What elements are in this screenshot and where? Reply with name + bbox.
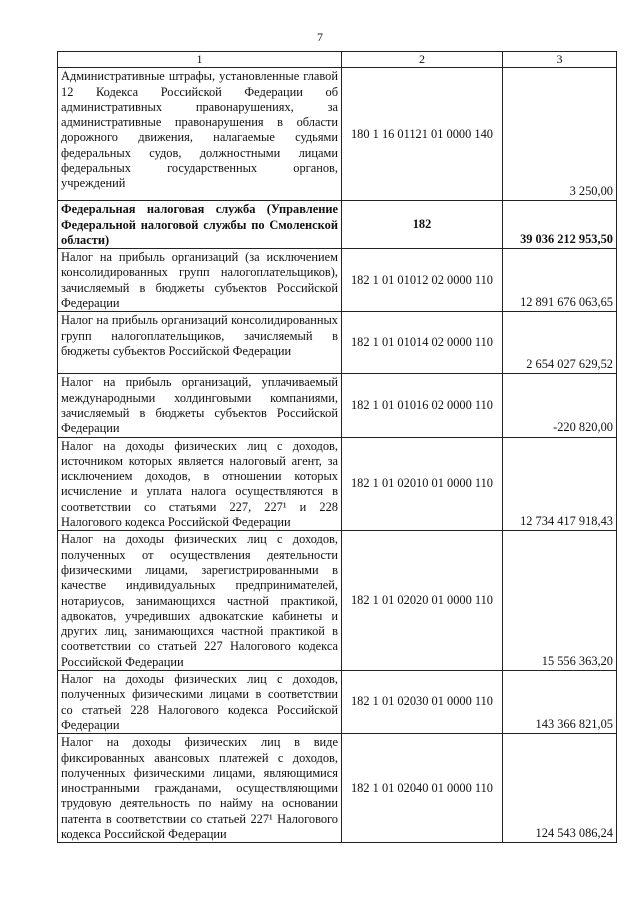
- row-description: Федеральная налоговая служба (Управление Федеральной налоговой службы по Смоленской области): [58, 201, 342, 249]
- column-header-1: 1: [58, 52, 342, 68]
- row-amount: 143 366 821,05: [503, 671, 617, 734]
- row-description: Налог на прибыль организаций консолидированных групп налогоплательщиков, зачисляемый в бюджеты субъектов Российской Федерации: [58, 312, 342, 374]
- table-row: [58, 437, 617, 531]
- row-description: Налог на доходы физических лиц в виде фиксированных авансовых платежей с доходов, полученных физическими лицами, являющимися иностранными гражданами, осуществляющими трудовую деятельность по найму на основании патента в соответствии со статьей 227¹ Налогового кодекса Российской Федерации: [58, 734, 342, 843]
- row-budget-code: 182 1 01 02040 01 0000 110: [342, 734, 503, 843]
- row-budget-code: 182 1 01 01016 02 0000 110: [342, 374, 503, 437]
- row-amount: 12 734 417 918,43: [503, 437, 617, 531]
- table-row: [58, 374, 617, 437]
- row-description: Налог на прибыль организаций (за исключением консолидированных групп налогоплательщиков), зачисляемый в бюджеты субъектов Российской Федерации: [58, 249, 342, 312]
- table-row: [58, 312, 617, 374]
- row-description: Налог на доходы физических лиц с доходов, источником которых является налоговый агент, за исключением доходов, в отношении которых исчисление и уплата налога осуществляются в соответствии со статьями 227, 227¹ и 228 Налогового кодекса Российской Федерации: [58, 437, 342, 531]
- table-row: [58, 734, 617, 843]
- table-row: [58, 201, 617, 249]
- row-amount: 39 036 212 953,50: [503, 201, 617, 249]
- row-budget-code: 182 1 01 02020 01 0000 110: [342, 531, 503, 671]
- table-row: [58, 68, 617, 201]
- row-description: Административные штрафы, установленные главой 12 Кодекса Российской Федерации об административных правонарушениях, за административные правонарушения в области дорожного движения, налагаемые судьями федеральных судов, должностными лицами федеральных государственных органов, учреждений: [58, 68, 342, 201]
- table-body: [58, 68, 617, 843]
- row-budget-code: 182 1 01 02030 01 0000 110: [342, 671, 503, 734]
- page-number: 7: [317, 30, 323, 44]
- column-header-2: 2: [342, 52, 503, 68]
- row-amount: 3 250,00: [503, 68, 617, 201]
- column-header-3: 3: [503, 52, 617, 68]
- row-budget-code: 182: [342, 201, 503, 249]
- table-row: [58, 249, 617, 312]
- row-amount: 12 891 676 063,65: [503, 249, 617, 312]
- table-row: [58, 531, 617, 671]
- row-amount: -220 820,00: [503, 374, 617, 437]
- row-budget-code: 182 1 01 02010 01 0000 110: [342, 437, 503, 531]
- table-header-row: [58, 52, 617, 68]
- row-budget-code: 182 1 01 01014 02 0000 110: [342, 312, 503, 374]
- row-description: Налог на доходы физических лиц с доходов, полученных от осуществления деятельности физическими лицами, зарегистрированными в качестве индивидуальных предпринимателей, нотариусов, занимающихся частной практикой, адвокатов, учредивших адвокатские кабинеты и других лиц, занимающихся частной практикой в соответствии со статьей 227 Налогового кодекса Российской Федерации: [58, 531, 342, 671]
- row-description: Налог на доходы физических лиц с доходов, полученных физическими лицами в соответствии со статьей 228 Налогового кодекса Российской Федерации: [58, 671, 342, 734]
- row-budget-code: 182 1 01 01012 02 0000 110: [342, 249, 503, 312]
- revenue-table: [57, 51, 617, 843]
- row-amount: 124 543 086,24: [503, 734, 617, 843]
- row-amount: 15 556 363,20: [503, 531, 617, 671]
- row-budget-code: 180 1 16 01121 01 0000 140: [342, 68, 503, 201]
- table-row: [58, 671, 617, 734]
- row-amount: 2 654 027 629,52: [503, 312, 617, 374]
- row-description: Налог на прибыль организаций, уплачиваемый международными холдинговыми компаниями, зачисляемый в бюджеты субъектов Российской Федерации: [58, 374, 342, 437]
